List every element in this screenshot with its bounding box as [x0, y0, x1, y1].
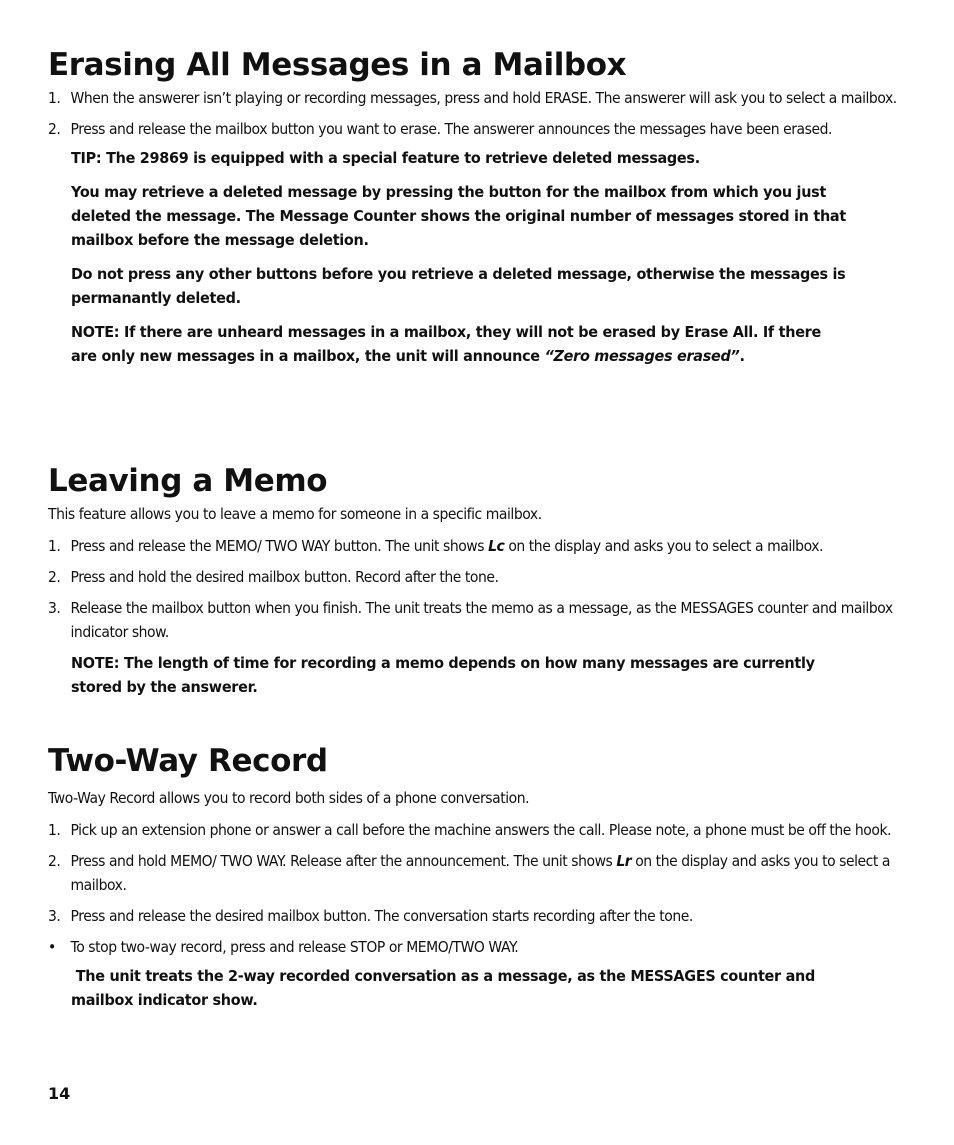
erase-steps-list	[48, 86, 903, 141]
list-item: 3. Release the mailbox button when you finish. The unit treats the memo as a message, as the MESSAGES counter and mailbox indicator show.	[48, 599, 893, 641]
bullet-item: • To stop two-way record, press and release STOP or MEMO/TWO WAY.	[48, 935, 903, 959]
list-item: 2. Press and hold MEMO/ TWO WAY. Release after the announcement. The unit shows Lr on the display and asks you to select a mailbox.	[48, 852, 891, 894]
tip-text: TIP: The 29869 is equipped with a special feature to retrieve deleted messages.	[71, 149, 700, 167]
note-erase-all: NOTE: If there are unheard messages in a mailbox, they will not be erased by Erase All. If there are only new messages in a mailbox, the unit will announce “Zero messages erased”.	[71, 323, 821, 365]
heading-two-way: Two-Way Record	[48, 743, 328, 779]
list-item: 1. When the answerer isn’t playing or recording messages, press and hold ERASE. The answerer will ask you to select a mailbox.	[48, 89, 897, 107]
two-way-steps-list	[48, 818, 903, 959]
bullet-mark: •	[48, 938, 56, 956]
section-two-way	[48, 742, 954, 1022]
section-erase-all	[48, 46, 954, 378]
display-lr: Lr	[616, 852, 632, 870]
list-item: 2. Press and hold the desired mailbox button. Record after the tone.	[48, 568, 499, 586]
memo-steps-list	[48, 534, 903, 644]
section-memo	[48, 462, 954, 709]
warning-text: Do not press any other buttons before you retrieve a deleted message, otherwise the messages is permanantly deleted.	[71, 265, 846, 307]
two-way-intro: Two-Way Record allows you to record both sides of a phone conversation.	[48, 789, 530, 807]
retrieve-text: You may retrieve a deleted message by pressing the button for the mailbox from which you just deleted the message. The Message Counter shows the original number of messages stored in that mailbox before the message deletion.	[71, 183, 846, 249]
list-item: 1. Press and release the MEMO/ TWO WAY button. The unit shows Lc on the display and asks you to select a mailbox.	[48, 537, 824, 555]
display-lc: Lc	[488, 537, 505, 555]
page-number: 14	[48, 1084, 71, 1103]
two-way-closing: The unit treats the 2-way recorded conversation as a message, as the MESSAGES counter and mailbox indicator show.	[71, 967, 820, 1009]
list-item: 1. Pick up an extension phone or answer a call before the machine answers the call. Please note, a phone must be off the hook.	[48, 821, 892, 839]
heading-memo: Leaving a Memo	[48, 463, 328, 499]
note-memo: NOTE: The length of time for recording a memo depends on how many messages are currently stored by the answerer.	[71, 654, 815, 696]
list-item: 2. Press and release the mailbox button you want to erase. The answerer announces the messages have been erased.	[48, 120, 832, 138]
memo-intro: This feature allows you to leave a memo for someone in a specific mailbox.	[48, 505, 542, 523]
list-item: 3. Press and release the desired mailbox button. The conversation starts recording after the tone.	[48, 907, 693, 925]
heading-erase-all: Erasing All Messages in a Mailbox	[48, 47, 627, 83]
